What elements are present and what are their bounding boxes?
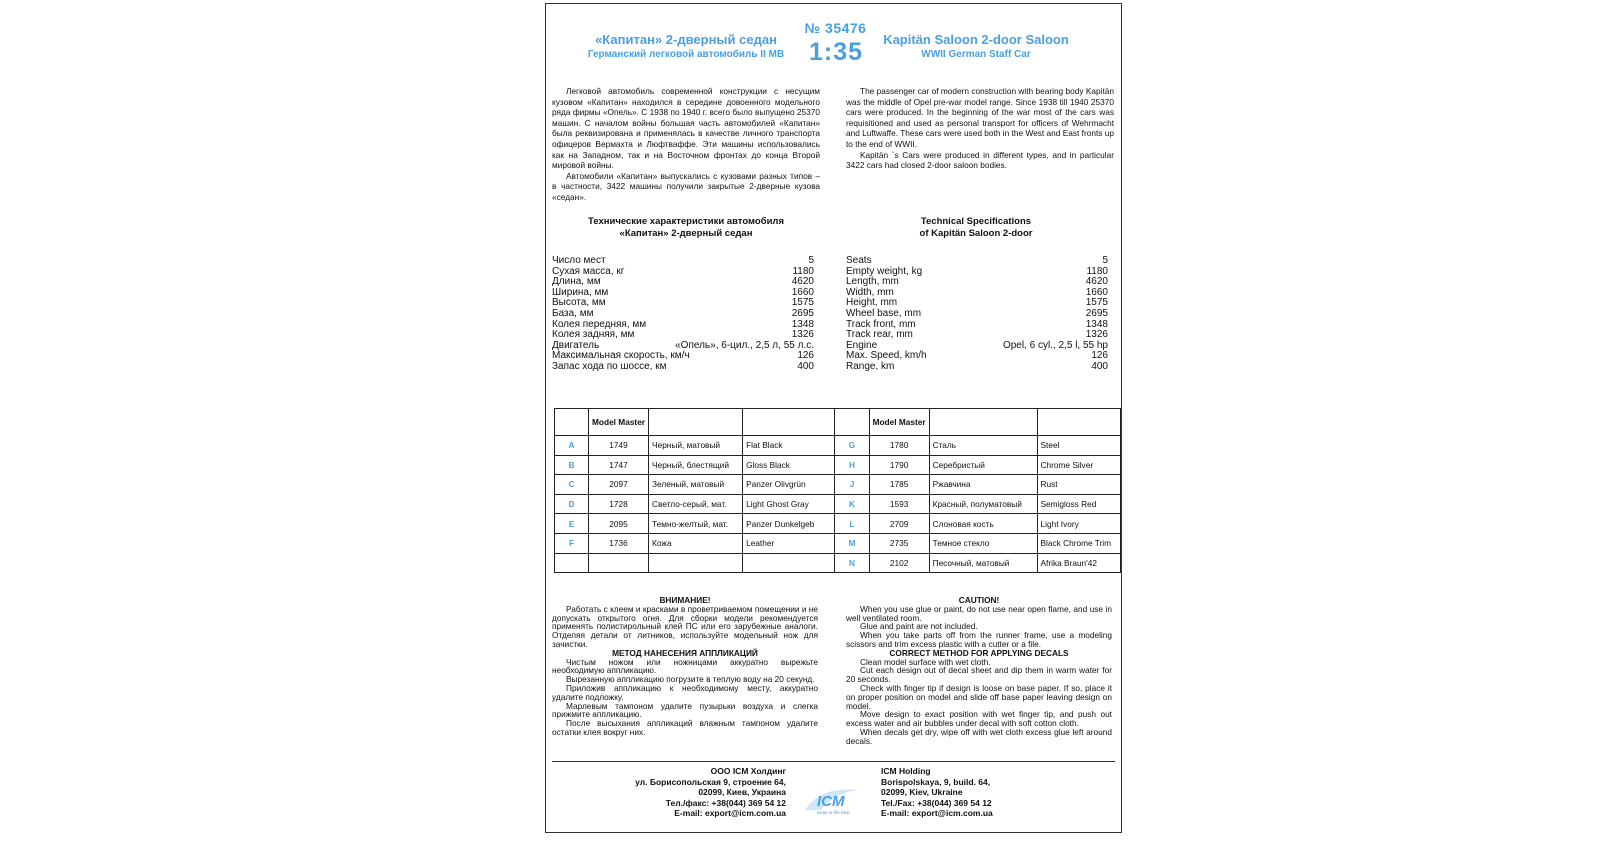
spec-ru-label: База, мм (552, 307, 594, 319)
address-ru-line: Тел./факс: +38(044) 369 54 12 (665, 797, 786, 808)
spec-ru-label: Число мест (552, 255, 606, 266)
spec-en-value: 1180 (1086, 265, 1108, 277)
en-caution-line: When you take parts off from the runner frame, use a modeling scissors and trim excess plastic with a cutter or a file. (846, 630, 1112, 649)
footer-divider (552, 761, 1115, 762)
en-decal-step: Cut each design out of decal sheet and dip them in warm water for 20 seconds. (846, 665, 1112, 685)
paint-row (555, 475, 1121, 495)
spec-en-value: 1660 (1085, 286, 1108, 298)
paint-code-cell: C (555, 475, 589, 495)
address-ru-line: 02099, Киев, Украина (698, 787, 786, 798)
ru-subtitle: Германский легковой автомобиль II МВ (587, 49, 785, 60)
address-en-line: E-mail: export@icm.com.ua (881, 808, 993, 819)
paint-mm-cell: 2709 (869, 514, 929, 534)
intro-ru (552, 86, 820, 203)
paint-ru-cell: Серебристый (929, 455, 1037, 475)
paint-code-cell: F (555, 533, 589, 553)
paint-code-cell: G (835, 436, 869, 456)
ru-caution-title: ВНИМАНИЕ! (659, 595, 711, 605)
spec-ru-label: Сухая масса, кг (552, 265, 625, 277)
paint-en-cell: Chrome Silver (1037, 455, 1120, 475)
en-decal-step: Clean model surface with wet cloth. (860, 656, 991, 667)
specs-en-title (866, 216, 1086, 239)
notes-en (846, 596, 1112, 746)
paint-ru-cell (649, 553, 743, 573)
spec-ru-row (552, 362, 814, 373)
icm-logo (801, 784, 863, 816)
specs-ru-title (566, 216, 806, 239)
paint-ru-cell: Песочный, матовый (929, 553, 1037, 573)
paint-mm-cell: 1593 (869, 494, 929, 514)
paint-code-cell: N (835, 553, 869, 573)
paint-ru-cell: Сталь (929, 436, 1037, 456)
spec-en-row (846, 309, 1108, 320)
spec-ru-value: 1660 (791, 286, 814, 298)
paint-code-cell: J (835, 475, 869, 495)
intro-en (846, 86, 1114, 171)
intro-ru-p1: Легковой автомобиль современной конструкции с несущим кузовом «Капитан» находился в середине довоенного модельного ряда фирмы «Опель». С 1938 по 1940 г. всего было выпущено 25370 машин. С началом войны большая часть автомобилей «Капитан» была реквизирована и применялась в качестве личного транспорта офицеров Вермахта и Люфтваффе. Эти машины использовались как на Западном, так и на Восточном фронтах до конца Второй мировой войны. (552, 86, 820, 171)
en-title: Kapitän Saloon 2-door Saloon (883, 32, 1069, 47)
address-ru (566, 766, 786, 819)
paint-en-cell: Gloss Black (743, 455, 835, 475)
paint-table (554, 408, 1121, 573)
specs-ru-list (552, 256, 814, 373)
paint-row (555, 494, 1121, 514)
spec-ru-label: Двигатель (552, 339, 600, 351)
paint-ru-cell: Черный, матовый (649, 436, 743, 456)
specs-en-list (846, 256, 1108, 373)
paint-en-cell: Panzer Olivgrün (743, 475, 835, 495)
paint-en-cell: Black Chrome Trim (1037, 533, 1120, 553)
en-decal-step: Move design to exact position with wet finger tip, and push out excess water and air bubbles under decal with soft cotton cloth. (846, 709, 1112, 729)
ru-decal-step: Марлевым тампоном удалите пузырьки воздуха и слегка прижмите аппликацию. (552, 700, 818, 720)
spec-en-row (846, 256, 1108, 267)
spec-en-value: 1575 (1085, 297, 1108, 309)
intro-ru-p2: Автомобили «Капитан» выпускались с кузовами разных типов – в частности, 3422 машины получили закрытые 2-дверные кузова «седан». (552, 170, 820, 202)
paint-code-cell: A (555, 436, 589, 456)
spec-ru-label: Максимальная скорость, км/ч (552, 350, 690, 362)
spec-en-label: Width, mm (846, 286, 894, 298)
scale-label: 1:35 (808, 38, 864, 66)
paint-ru-cell: Светло-серый, мат. (649, 494, 743, 514)
spec-en-label: Track front, mm (846, 318, 916, 330)
intro-en-p2: Kapitän `s Cars were produced in different types, and in particular 3422 cars had closed 2-door saloon bodies. (846, 149, 1114, 171)
spec-en-label: Empty weight, kg (846, 265, 923, 277)
paint-header-model-master-left: Model Master (589, 409, 649, 436)
spec-ru-value: «Опель», 6-цил., 2,5 л, 55 л.с. (675, 339, 814, 351)
spec-ru-value: 1180 (792, 265, 814, 277)
spec-ru-value: 1348 (791, 318, 814, 330)
en-caution-title: CAUTION! (958, 595, 1000, 605)
spec-ru-label: Ширина, мм (552, 286, 609, 298)
notes-ru (552, 596, 818, 737)
paint-en-cell: Steel (1037, 436, 1120, 456)
spec-en-label: Wheel base, mm (846, 307, 922, 319)
address-en-line: Borispolskaya, 9, build. 64, (881, 776, 991, 787)
spec-ru-value: 1326 (791, 329, 814, 341)
spec-ru-value: 1575 (791, 297, 814, 309)
spec-en-value: 2695 (1085, 307, 1108, 319)
paint-ru-cell: Кожа (649, 533, 743, 553)
paint-mm-cell: 1728 (589, 494, 649, 514)
spec-en-value: 5 (1102, 255, 1108, 266)
paint-ru-cell: Темное стекло (929, 533, 1037, 553)
paint-en-cell: Rust (1037, 475, 1120, 495)
spec-en-label: Height, mm (846, 297, 898, 309)
specs-ru-title-line1: Технические характеристики автомобиля (587, 216, 785, 227)
paint-code-cell: L (835, 514, 869, 534)
paint-code-cell: B (555, 455, 589, 475)
paint-ru-cell: Слоновая кость (929, 514, 1037, 534)
spec-en-label: Engine (846, 339, 878, 351)
paint-mm-cell: 2095 (589, 514, 649, 534)
spec-en-row (846, 362, 1108, 373)
logo-tagline: Keep in the best (817, 810, 850, 815)
spec-ru-label: Высота, мм (552, 297, 606, 309)
spec-ru-label: Колея задняя, мм (552, 329, 635, 341)
paint-mm-cell: 1747 (589, 455, 649, 475)
paint-table-header (555, 409, 1121, 436)
spec-ru-row (552, 256, 814, 267)
paint-ru-cell: Темно-желтый, мат. (649, 514, 743, 534)
paint-mm-cell: 1780 (869, 436, 929, 456)
address-ru-line: ООО ICM Холдинг (710, 766, 786, 776)
paint-en-cell: Flat Black (743, 436, 835, 456)
paint-code-cell: H (835, 455, 869, 475)
address-en-line: 02099, Kiev, Ukraine (881, 787, 963, 798)
spec-en-value: Opel, 6 cyl., 2,5 l, 55 hp (1002, 339, 1108, 351)
specs-ru-title-line2: «Капитан» 2-дверный седан (619, 227, 753, 239)
spec-ru-value: 400 (797, 360, 814, 372)
spec-en-value: 4620 (1085, 276, 1108, 288)
spec-ru-value: 126 (797, 350, 814, 362)
ru-title: «Капитан» 2-дверный седан (595, 32, 777, 47)
spec-en-value: 126 (1091, 350, 1108, 362)
paint-row (555, 436, 1121, 456)
address-ru-line: E-mail: export@icm.com.ua (674, 808, 786, 819)
en-subtitle: WWII German Staff Car (921, 49, 1031, 60)
paint-code-cell (555, 553, 589, 573)
paint-en-cell: Light Ivory (1037, 514, 1120, 534)
paint-en-cell (743, 553, 835, 573)
paint-code-cell: E (555, 514, 589, 534)
en-caution-line: Glue and paint are not included. (860, 621, 978, 632)
spec-ru-label: Запас хода по шоссе, км (552, 360, 667, 372)
paint-code-cell: D (555, 494, 589, 514)
en-caution-line: When you use glue or paint, do not use near open flame, and use in well ventilated room. (846, 603, 1112, 623)
address-en-line: Tel./Fax: +38(044) 369 54 12 (881, 797, 992, 808)
en-decal-step: Check with finger tip if design is loose on base paper. If so, place it on proper position on model and slide off base paper leaving design on model. (846, 682, 1112, 711)
ru-decal-step: Вырезанную аппликацию погрузите в теплую воду на 20 секунд. (566, 674, 815, 685)
paint-row (555, 553, 1121, 573)
paint-mm-cell: 1785 (869, 475, 929, 495)
paint-mm-cell: 1736 (589, 533, 649, 553)
address-en (881, 766, 1101, 819)
paint-table-wrap (554, 408, 1121, 573)
paint-en-cell: Afrika Braun'42 (1037, 553, 1120, 573)
spec-en-label: Seats (846, 255, 872, 266)
address-ru-line: ул. Борисопольская 9, строение 64, (635, 776, 786, 787)
spec-ru-value: 2695 (791, 307, 814, 319)
specs-en-title-line2: of Kapitän Saloon 2-door (919, 227, 1033, 239)
logo-text: ICM (817, 793, 845, 810)
paint-row (555, 455, 1121, 475)
paint-en-cell: Light Ghost Gray (743, 494, 835, 514)
paint-mm-cell: 2102 (869, 553, 929, 573)
icm-logo-icon (801, 784, 863, 816)
paint-ru-cell: Красный, полуматовый (929, 494, 1037, 514)
en-decal-title: CORRECT METHOD FOR APPLYING DECALS (889, 647, 1069, 658)
ru-decal-title: МЕТОД НАНЕСЕНИЯ АППЛИКАЦИЙ (612, 647, 758, 658)
spec-en-value: 400 (1091, 360, 1108, 372)
en-decal-step: When decals get dry, wipe off with wet cloth excess glue left around decals. (846, 726, 1112, 746)
spec-en-label: Max. Speed, km/h (846, 350, 927, 362)
paint-header-model-master-right: Model Master (869, 409, 929, 436)
paint-row (555, 514, 1121, 534)
paint-mm-cell: 1790 (869, 455, 929, 475)
spec-en-label: Range, km (846, 360, 895, 372)
ru-decal-step: После высыхания аппликаций влажным тампоном удалите остатки клея вокруг них. (552, 718, 818, 737)
paint-en-cell: Leather (743, 533, 835, 553)
paint-en-cell: Semigloss Red (1037, 494, 1120, 514)
spec-en-value: 1348 (1085, 318, 1108, 330)
paint-en-cell: Panzer Dunkelgeb (743, 514, 835, 534)
specs-en-title-line1: Technical Specifications (920, 216, 1032, 227)
spec-ru-label: Длина, мм (552, 276, 601, 288)
paint-ru-cell: Черный, блестящий (649, 455, 743, 475)
ru-caution-text: Работать с клеем и красками в проветриваемом помещении и не допускать открытого огня. Для сборки модели рекомендуется применять полистирольный клей ПС или его зарубежные аналоги. Отделяя детали от литников, используйте модельный нож для зачистки. (552, 603, 818, 649)
paint-ru-cell: Ржавчина (929, 475, 1037, 495)
paint-row (555, 533, 1121, 553)
spec-en-label: Track rear, mm (846, 329, 913, 341)
intro-en-p1: The passenger car of modern construction with bearing body Kapitän was the middle of Opel pre-war model range. Since 1938 till 1940 25370 cars were produced. In the beginning of the war most of the cars was requisitioned and used as personal transport for officers of Wehrmacht and Luftwaffe. These cars were used both in the West and East fronts up to the end of WWII. (846, 86, 1114, 149)
catalog-number: № 35476 (804, 20, 867, 36)
spec-ru-label: Колея передняя, мм (552, 318, 647, 330)
spec-ru-value: 5 (808, 255, 814, 266)
paint-ru-cell: Зеленый, матовый (649, 475, 743, 495)
ru-decal-step: Приложив аппликацию к необходимому месту, аккуратно удалите подложку. (552, 682, 818, 702)
paint-mm-cell: 2097 (589, 475, 649, 495)
paint-mm-cell: 1749 (589, 436, 649, 456)
address-en-line: ICM Holding (881, 766, 931, 776)
spec-ru-value: 4620 (791, 276, 814, 288)
spec-en-label: Length, mm (846, 276, 899, 288)
paint-mm-cell (589, 553, 649, 573)
paint-mm-cell: 2735 (869, 533, 929, 553)
spec-en-value: 1326 (1085, 329, 1108, 341)
paint-code-cell: K (835, 494, 869, 514)
spec-ru-row (552, 309, 814, 320)
ru-decal-step: Чистым ножом или ножницами аккуратно вырежьте необходимую аппликацию. (552, 656, 818, 676)
paint-code-cell: M (835, 533, 869, 553)
instruction-sheet (545, 3, 1122, 833)
